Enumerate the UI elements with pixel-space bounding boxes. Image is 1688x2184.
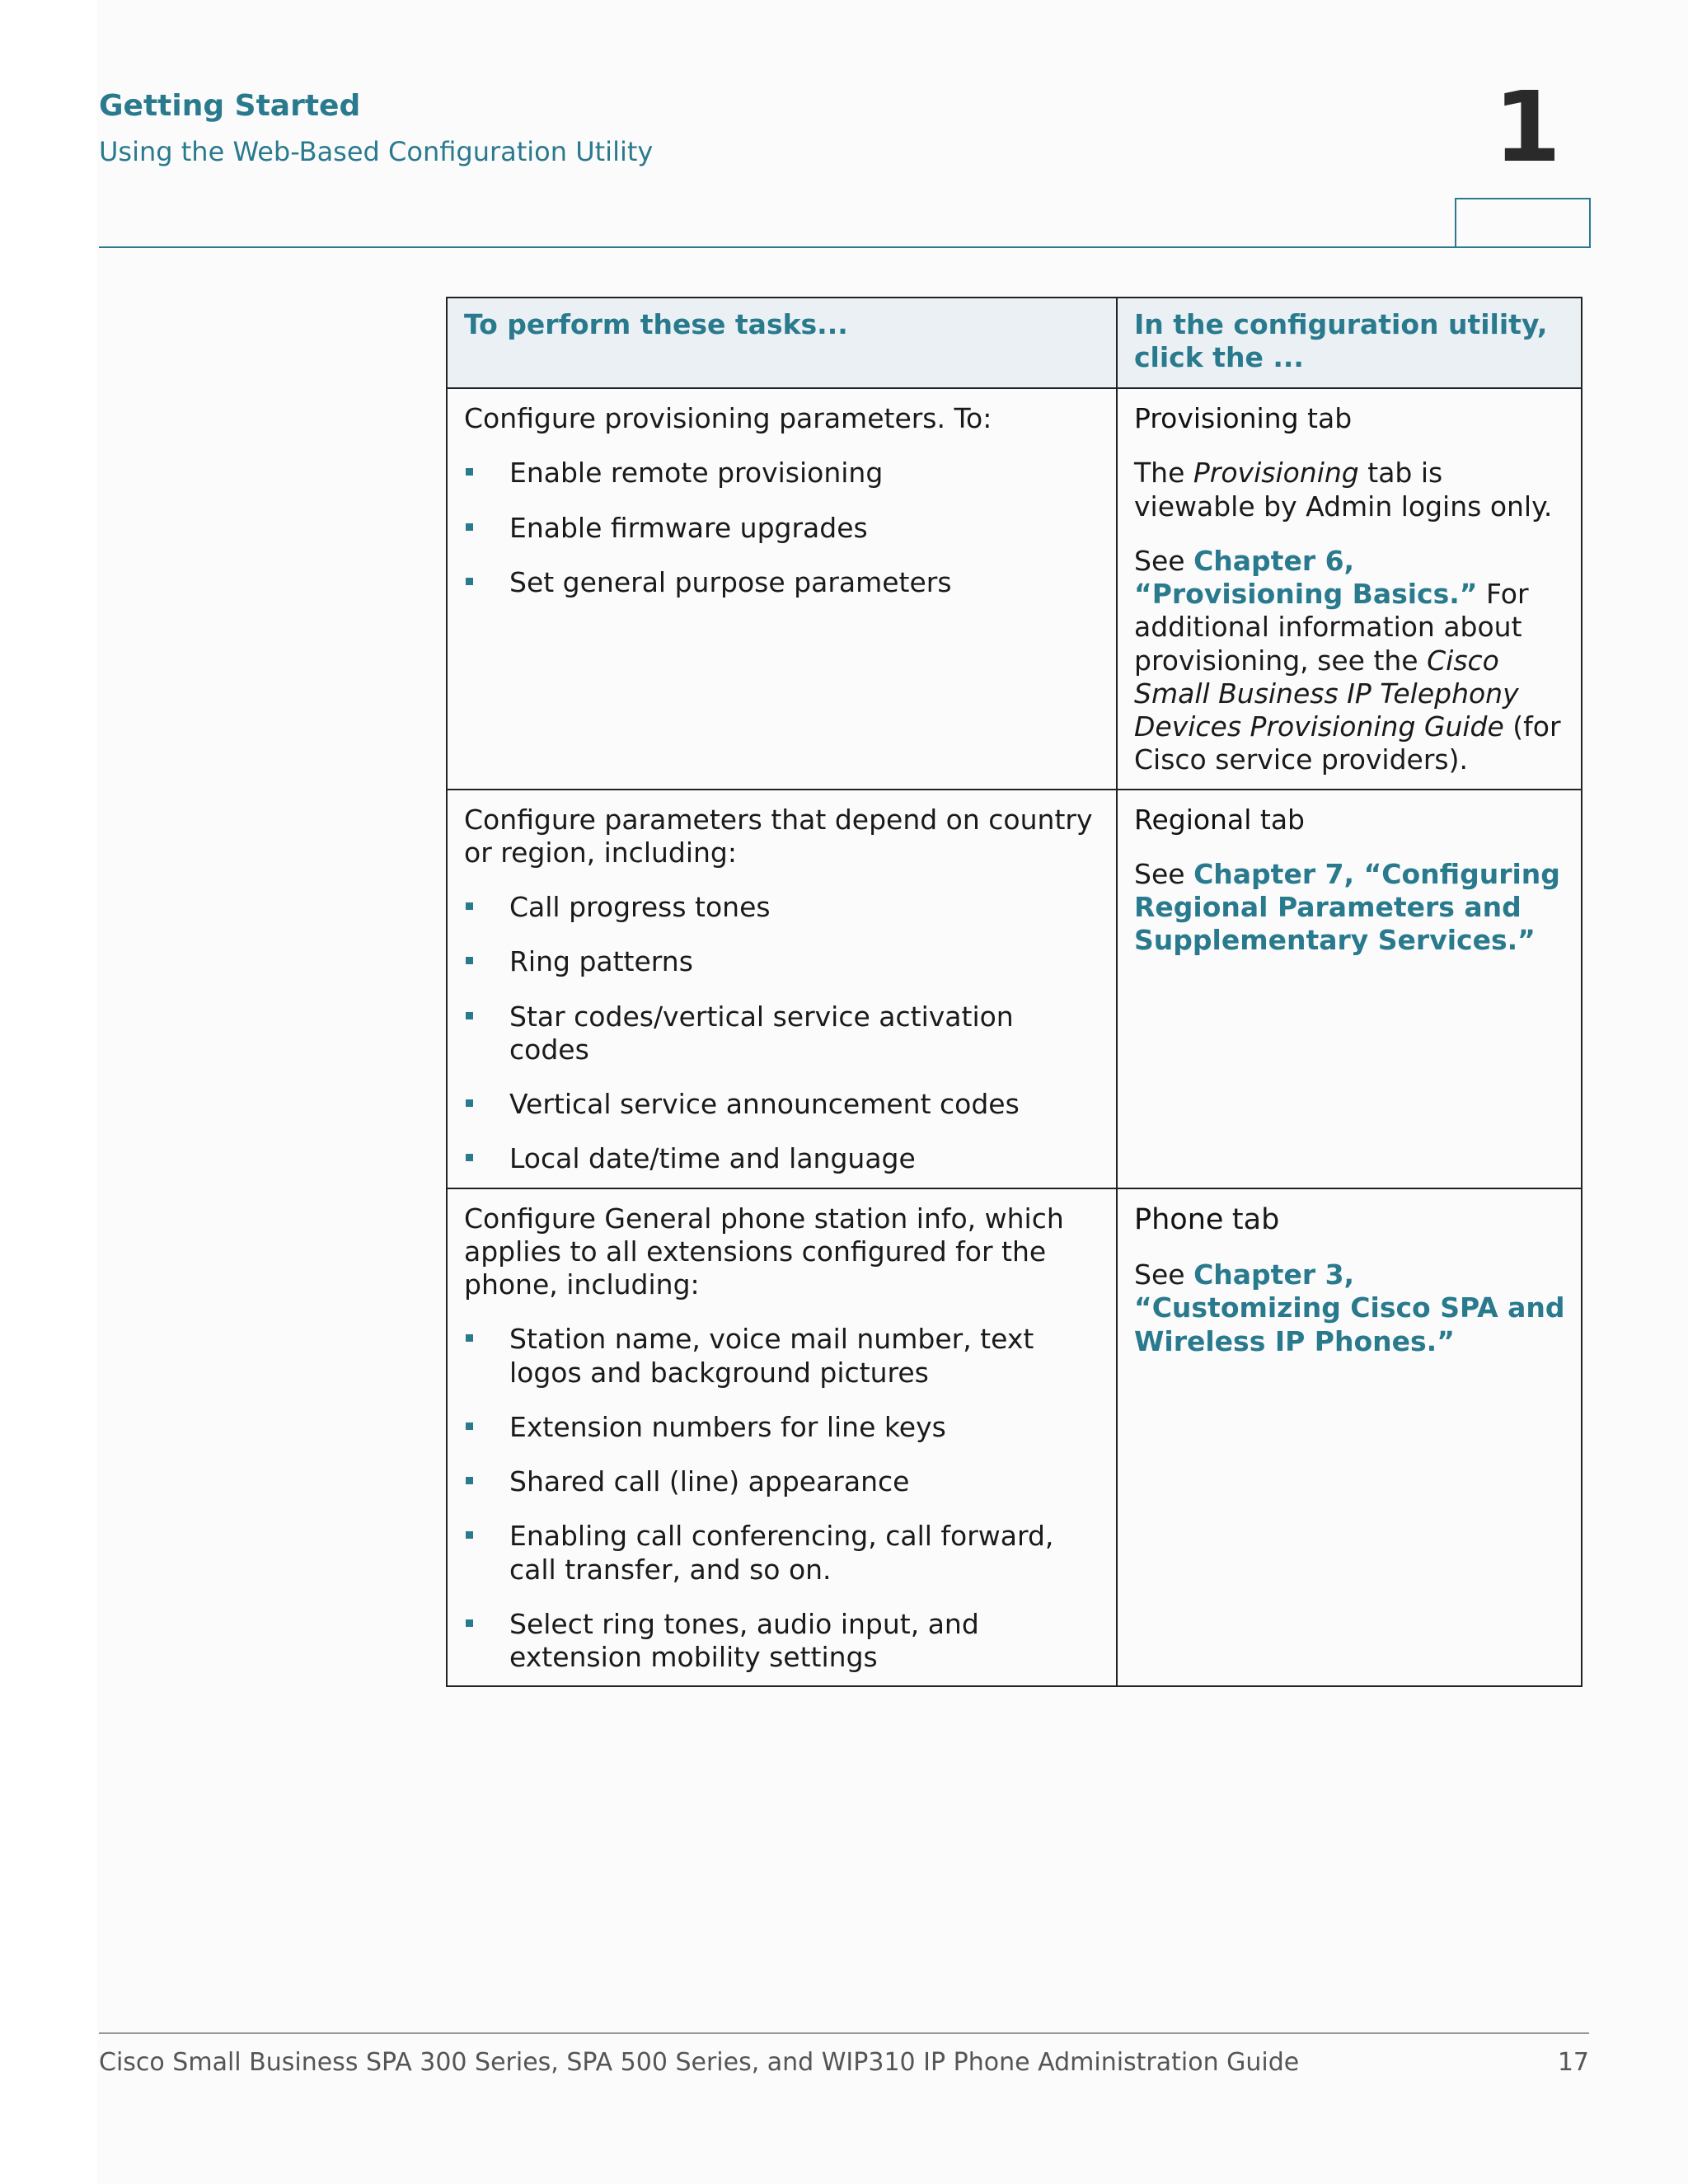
section-title: Using the Web-Based Configuration Utility [99,136,654,167]
square-bullet-icon [466,1531,473,1539]
utility-cell [1117,388,1582,790]
tab-reference [1134,1202,1566,1238]
chapter-tab-box [1455,198,1591,248]
note-text: tab is viewable by Admin logins only. [1134,457,1553,523]
tab-name: Provisioning [1134,402,1299,434]
list-item [464,1088,1101,1121]
tasks-table [446,297,1582,1687]
square-bullet-icon [466,1154,473,1161]
task-bullets [464,457,1101,599]
list-item [464,945,1101,978]
square-bullet-icon [466,902,473,910]
utility-cell [1117,790,1582,1188]
footer-title: Cisco Small Business SPA 300 Series, SPA 500 Series, and WIP310 IP Phone Administration Guide [99,2048,1300,2077]
list-item [464,1520,1101,1586]
page-number: 17 [1557,2048,1589,2077]
square-bullet-icon [466,1619,473,1627]
chapter-3-link[interactable]: Chapter 3, “Customizing Cisco SPA and Wireless IP Phones.” [1134,1258,1565,1357]
task-intro: Configure General phone station info, which applies to all extensions configured for the phone, including: [464,1202,1064,1301]
see-paragraph [1134,545,1566,777]
square-bullet-icon [466,1099,473,1107]
tab-reference [1134,804,1566,837]
task-cell [447,1188,1117,1687]
see-text: See [1134,857,1185,890]
guide-title: Cisco Small Business IP Telephony Devices Provisioning Guide [1134,644,1519,743]
bullet-text: Set general purpose parameters [509,565,952,598]
table-row [447,790,1582,1188]
header-rule [99,246,1589,248]
tab-name: Phone [1134,1202,1224,1236]
bullet-text: Extension numbers for line keys [509,1410,946,1443]
bullet-text: Vertical service announcement codes [509,1088,1020,1120]
square-bullet-icon [466,468,473,476]
list-item [464,566,1101,599]
tab-name: Regional [1134,803,1252,836]
table-row [447,388,1582,790]
list-item [464,512,1101,545]
tab-word: tab [1259,803,1305,836]
bullet-text: Station name, voice mail number, text logos and background pictures [509,1323,1034,1389]
tab-reference [1134,402,1566,435]
chapter-number: 1 [1493,70,1562,184]
bullet-text: Local date/time and language [509,1142,916,1175]
square-bullet-icon [466,578,473,585]
bullet-text: Call progress tones [509,891,771,923]
list-item [464,1411,1101,1444]
list-item [464,1001,1101,1067]
bullet-text: Star codes/vertical service activation codes [509,1000,1014,1066]
task-intro: Configure parameters that depend on country or region, including: [464,803,1093,869]
chapter-title: Getting Started [99,89,361,123]
note-text: The [1134,457,1185,490]
col-header-tasks: To perform these tasks... [447,298,1117,388]
see-text: For additional information about provisioning, see the [1134,578,1529,677]
note-paragraph [1134,457,1566,523]
square-bullet-icon [466,1422,473,1430]
bullet-text: Enable firmware upgrades [509,511,868,544]
list-item [464,457,1101,490]
see-text: See [1134,544,1185,577]
utility-cell [1117,1188,1582,1687]
task-intro: Configure provisioning parameters. To: [464,402,992,434]
task-cell [447,790,1117,1188]
see-paragraph [1134,858,1566,958]
bullet-text: Enable remote provisioning [509,457,884,490]
col-header-click: In the configuration utility, click the ... [1117,298,1582,388]
bullet-text: Select ring tones, audio input, and extension mobility settings [509,1607,979,1673]
square-bullet-icon [466,1012,473,1019]
chapter-6-link[interactable]: Chapter 6, “Provisioning Basics.” [1134,544,1478,610]
task-bullets [464,891,1101,1176]
task-bullets [464,1323,1101,1674]
see-text: (for Cisco service providers). [1134,710,1561,776]
note-italic: Provisioning [1193,457,1359,490]
table-row [447,1188,1582,1687]
list-item [464,891,1101,924]
bullet-text: Ring patterns [509,945,693,978]
see-paragraph [1134,1258,1566,1358]
bullet-text: Enabling call conferencing, call forward, call transfer, and so on. [509,1520,1054,1586]
see-text: See [1134,1258,1185,1291]
list-item [464,1142,1101,1175]
square-bullet-icon [466,1334,473,1342]
list-item [464,1465,1101,1498]
task-cell [447,388,1117,790]
square-bullet-icon [466,1477,473,1484]
square-bullet-icon [466,957,473,964]
tab-word: tab [1231,1202,1280,1236]
tab-word: tab [1307,402,1353,434]
chapter-7-link[interactable]: Chapter 7, “Configuring Regional Parameters and Supplementary Services.” [1134,857,1560,957]
square-bullet-icon [466,523,473,531]
table-header-row [447,298,1582,388]
footer-rule [99,2032,1589,2034]
list-item [464,1323,1101,1390]
list-item [464,1608,1101,1675]
bullet-text: Shared call (line) appearance [509,1465,910,1497]
